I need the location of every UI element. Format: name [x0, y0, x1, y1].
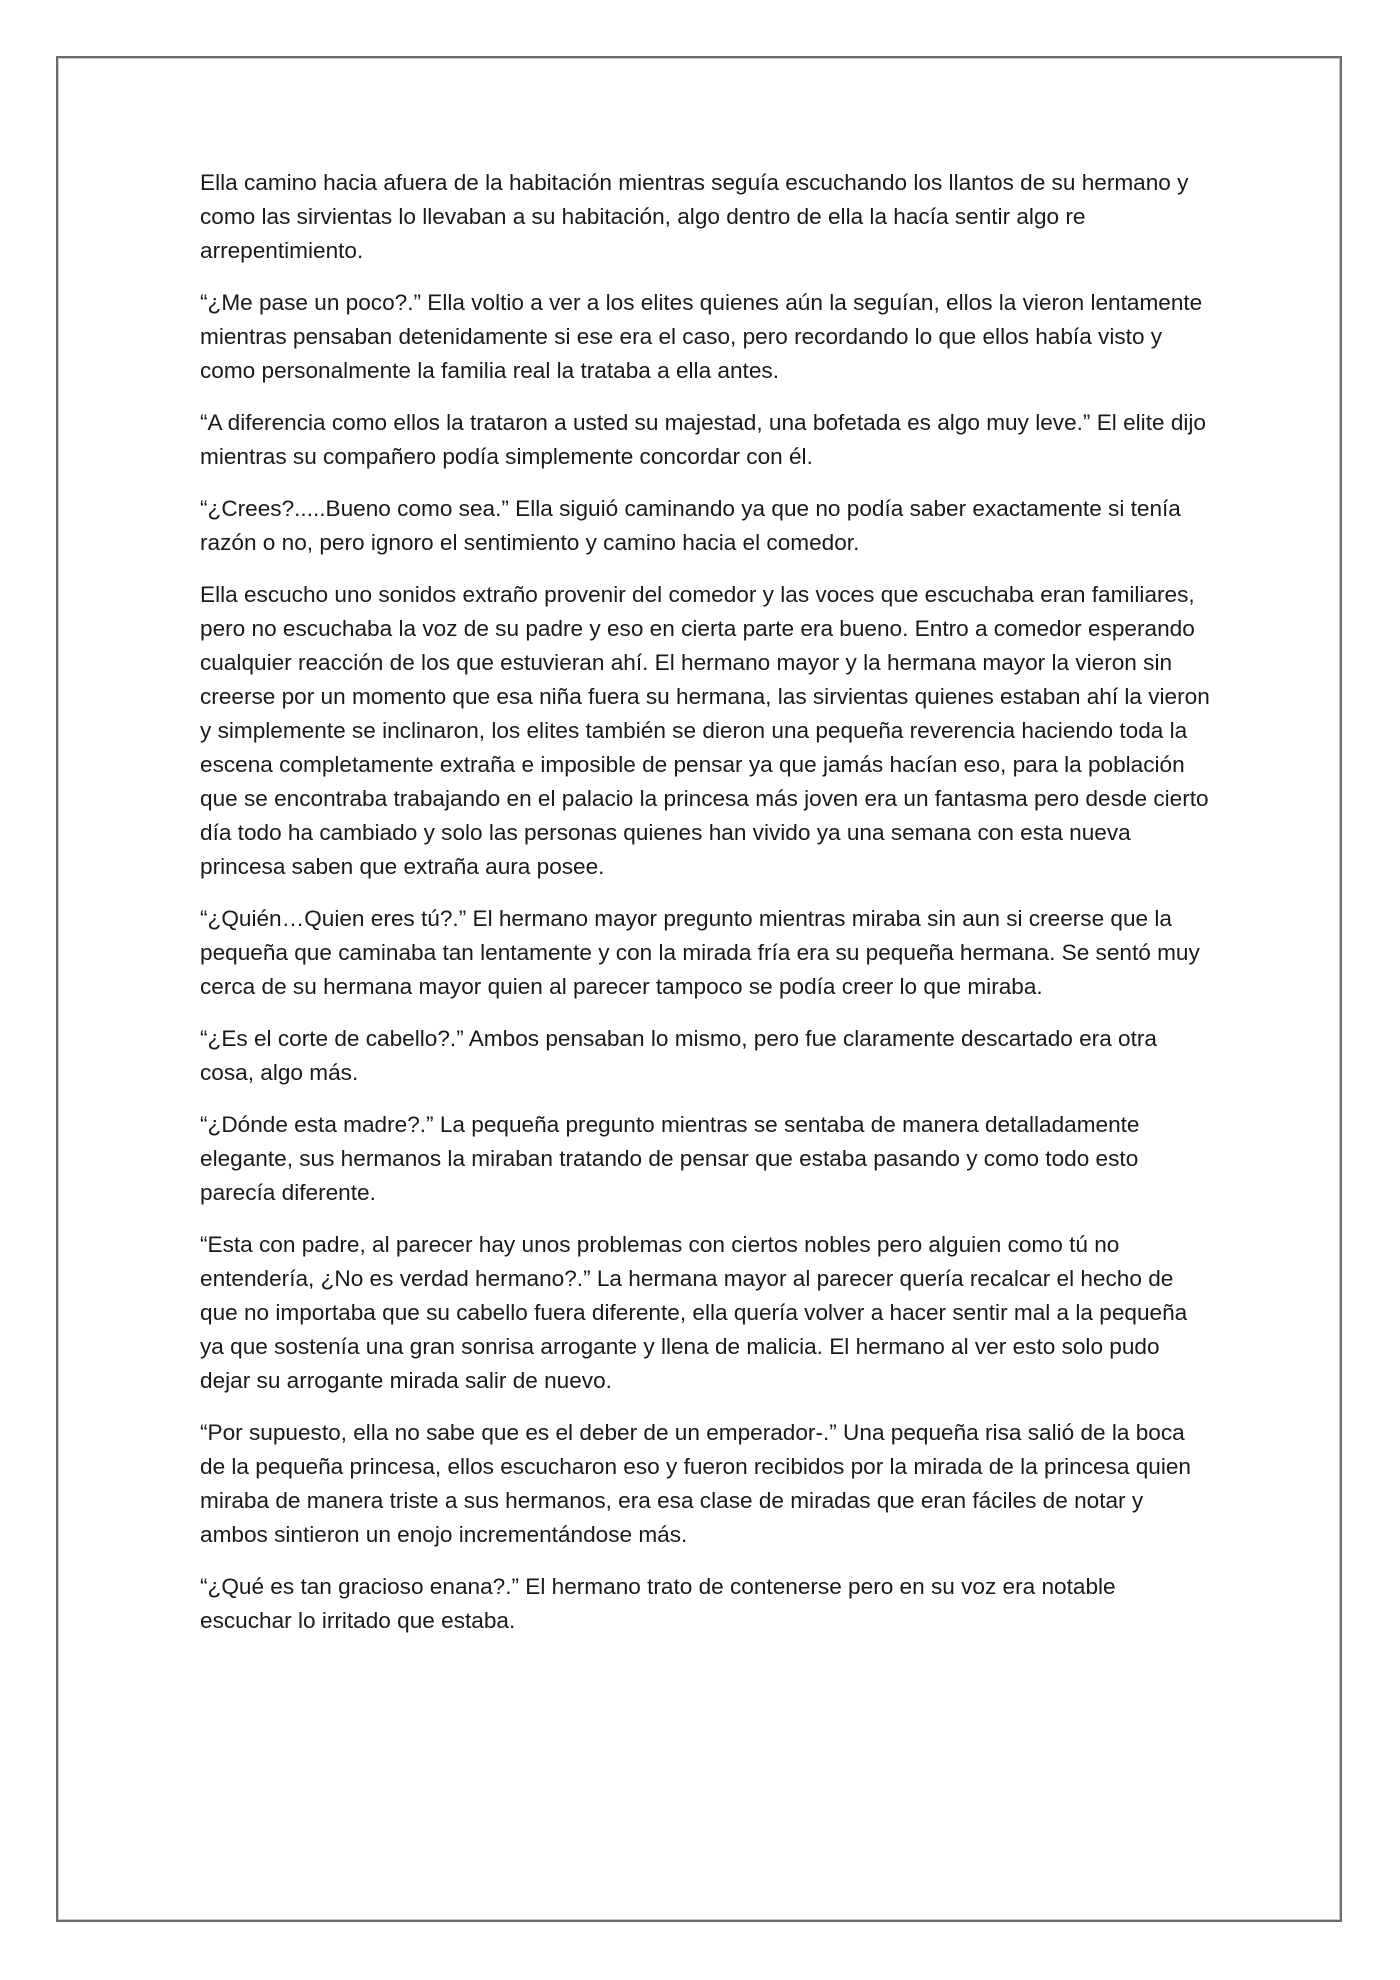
paragraph: Ella escucho uno sonidos extraño provenir del comedor y las voces que escuchaba eran familiares, pero no escuchaba la voz de su padre y eso en cierta parte era bueno. Entro a comedor esperando cualquier reacción de los que estuvieran ahí. El hermano mayor y la hermana mayor la vieron sin creerse por un momento que esa niña fuera su hermana, las sirvientas quienes estaban ahí la vieron y simplemente se inclinaron, los elites también se dieron una pequeña reverencia haciendo toda la escena completamente extraña e imposible de pensar ya que jamás hacían eso, para la población que se encontraba trabajando en el palacio la princesa más joven era un fantasma pero desde cierto día todo ha cambiado y solo las personas quienes han vivido ya una semana con esta nueva princesa saben que extraña aura posee. [200, 582, 1210, 879]
paragraph: “A diferencia como ellos la trataron a usted su majestad, una bofetada es algo muy leve.” El elite dijo mientras su compañero podía simplemente concordar con él. [200, 410, 1206, 469]
paragraph: Ella camino hacia afuera de la habitación mientras seguía escuchando los llantos de su hermano y como las sirvientas lo llevaban a su habitación, algo dentro de ella la hacía sentir algo re arrepentimiento. [200, 170, 1189, 263]
paragraph: “Por supuesto, ella no sabe que es el deber de un emperador-.” Una pequeña risa salió de la boca de la pequeña princesa, ellos escucharon eso y fueron recibidos por la mirada de la princesa quien miraba de manera triste a sus hermanos, era esa clase de miradas que eran fáciles de notar y ambos sintieron un enojo incrementándose más. [200, 1420, 1191, 1547]
document-body [200, 166, 1210, 1656]
paragraph: “¿Es el corte de cabello?.” Ambos pensaban lo mismo, pero fue claramente descartado era otra cosa, algo más. [200, 1026, 1157, 1085]
paragraph: “¿Qué es tan gracioso enana?.” El hermano trato de contenerse pero en su voz era notable escuchar lo irritado que estaba. [200, 1574, 1116, 1633]
paragraph: “¿Quién…Quien eres tú?.” El hermano mayor pregunto mientras miraba sin aun si creerse que la pequeña que caminaba tan lentamente y con la mirada fría era su pequeña hermana. Se sentó muy cerca de su hermana mayor quien al parecer tampoco se podía creer lo que miraba. [200, 906, 1200, 999]
paragraph: “¿Crees?.....Bueno como sea.” Ella siguió caminando ya que no podía saber exactamente si tenía razón o no, pero ignoro el sentimiento y camino hacia el comedor. [200, 496, 1181, 555]
paragraph: “¿Dónde esta madre?.” La pequeña pregunto mientras se sentaba de manera detalladamente elegante, sus hermanos la miraban tratando de pensar que estaba pasando y como todo esto parecía diferente. [200, 1112, 1140, 1205]
paragraph: “¿Me pase un poco?.” Ella voltio a ver a los elites quienes aún la seguían, ellos la vieron lentamente mientras pensaban detenidamente si ese era el caso, pero recordando lo que ellos había visto y como personalmente la familia real la trataba a ella antes. [200, 290, 1203, 383]
paragraph: “Esta con padre, al parecer hay unos problemas con ciertos nobles pero alguien como tú no entendería, ¿No es verdad hermano?.” La hermana mayor al parecer quería recalcar el hecho de que no importaba que su cabello fuera diferente, ella quería volver a hacer sentir mal a la pequeña ya que sostenía una gran sonrisa arrogante y llena de malicia. El hermano al ver esto solo pudo dejar su arrogante mirada salir de nuevo. [200, 1232, 1188, 1393]
